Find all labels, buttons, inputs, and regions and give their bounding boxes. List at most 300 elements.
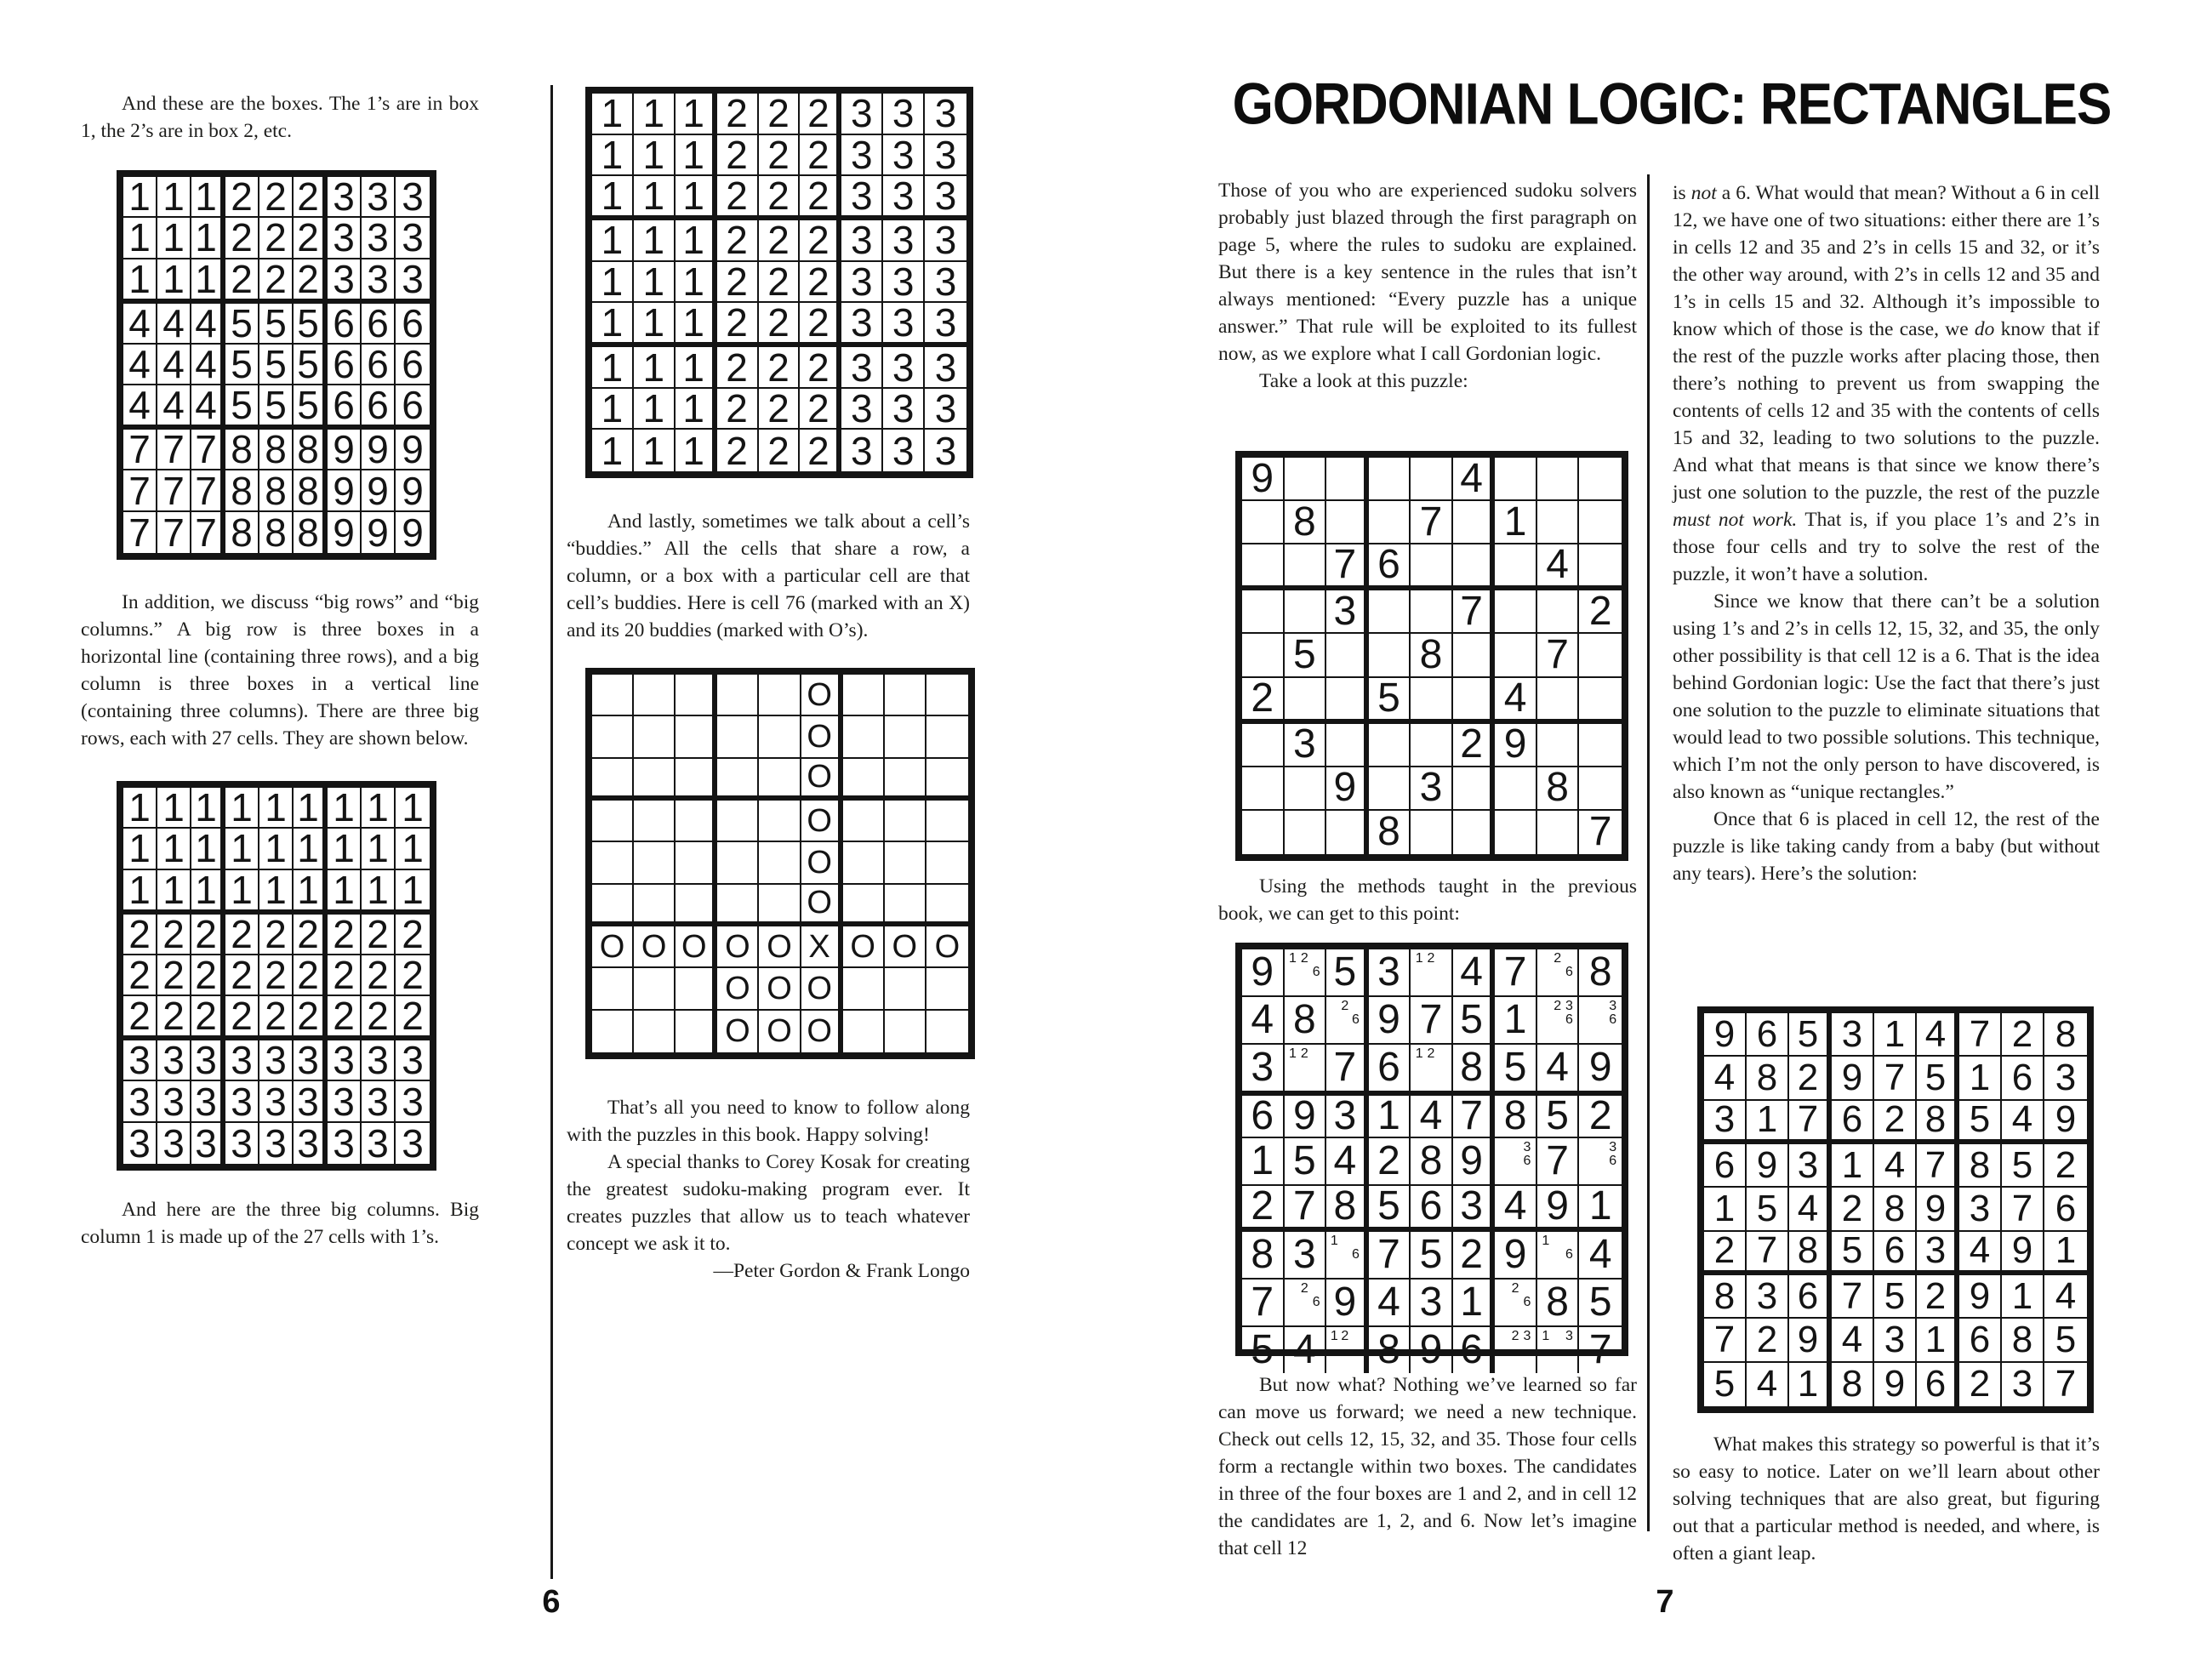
sudoku-cell: 7 <box>1874 1057 1917 1100</box>
sudoku-cell: 9 <box>2002 1232 2044 1275</box>
candidate-digit: 6 <box>1565 1012 1573 1027</box>
sudoku-cell: 8 <box>1285 997 1327 1045</box>
candidate-digit: 3 <box>1609 999 1617 1013</box>
sudoku-cell <box>1537 811 1580 854</box>
sudoku-cell <box>843 675 885 716</box>
sudoku-cell <box>1326 634 1369 677</box>
sudoku-cell: 4 <box>1411 1096 1453 1138</box>
sudoku-cell: 7 <box>1326 1045 1369 1096</box>
sudoku-cell <box>634 801 676 842</box>
sudoku-cell <box>1326 1232 1369 1280</box>
sudoku-cell: 3 <box>1242 1045 1285 1096</box>
sudoku-cell: 5 <box>225 345 259 385</box>
sudoku-cell: 1 <box>157 218 191 259</box>
sudoku-cell <box>1411 544 1453 590</box>
sudoku-cell <box>885 759 926 801</box>
sudoku-cell: 2 <box>759 347 801 389</box>
sudoku-cell: 3 <box>225 1040 259 1081</box>
sudoku-cell: 1 <box>676 430 717 471</box>
sudoku-cell <box>1242 590 1285 634</box>
sudoku-cell: 9 <box>328 512 362 553</box>
sudoku-cell <box>926 968 968 1010</box>
sudoku-cell <box>1285 590 1327 634</box>
sudoku-cell: 2 <box>225 177 259 218</box>
sudoku-cell <box>759 801 801 842</box>
sudoku-cell <box>676 716 717 758</box>
sudoku-cell: 1 <box>1495 997 1537 1045</box>
sudoku-cell <box>1242 724 1285 767</box>
sudoku-cell <box>1285 767 1327 811</box>
sudoku-cell: 7 <box>123 470 157 511</box>
paragraph-text: But now what? Nothing we’ve learned so far can move us forward; we need a new technique. Check out cells 12, 15, 32, and 35. Those four cells form a rectangle within two boxes. The candidates in three of the four boxes are 1 and 2, and in cell 12 the candidates are 1, 2, and 6. Now let’s imagine that cell 12 <box>1218 1374 1637 1559</box>
sudoku-cell <box>676 1011 717 1052</box>
sudoku-cell <box>1411 678 1453 724</box>
sudoku-cell <box>717 842 759 884</box>
sudoku-cell: 1 <box>123 829 157 869</box>
sudoku-cell: 4 <box>191 345 225 385</box>
sudoku-cell: 2 <box>123 955 157 996</box>
sudoku-cell: 7 <box>2002 1188 2044 1231</box>
sudoku-cell: 1 <box>294 829 328 869</box>
sudoku-cell: 3 <box>362 1040 396 1081</box>
sudoku-cell: 7 <box>1495 949 1537 997</box>
sudoku-cell: 3 <box>883 303 925 347</box>
candidate-digit: 6 <box>1609 1012 1617 1027</box>
sudoku-cell: 5 <box>1285 634 1327 677</box>
sudoku-cell <box>843 885 885 926</box>
sudoku-cell: 5 <box>1242 1327 1285 1373</box>
sudoku-cell: 1 <box>676 347 717 389</box>
sudoku-cell: 1 <box>191 788 225 829</box>
sudoku-cell: 6 <box>1874 1232 1917 1275</box>
sudoku-cell: 8 <box>225 430 259 470</box>
sudoku-cell: 1 <box>123 870 157 915</box>
sudoku-cell: O <box>801 759 843 801</box>
sudoku-cell: 1 <box>1453 1280 1496 1327</box>
sudoku-cell: 8 <box>225 512 259 553</box>
sudoku-cell: 3 <box>362 1123 396 1164</box>
sudoku-cell <box>1495 634 1537 677</box>
paragraph-text: A special thanks to Corey Kosak for creating the greatest sudoku-making program ever. It creates puzzles that allow us to teach whatever concept we ask it to. <box>567 1151 970 1255</box>
candidate-digit: 1 <box>1330 1234 1338 1248</box>
sudoku-cell: 1 <box>1917 1319 1959 1362</box>
sudoku-cell: O <box>801 801 843 842</box>
sudoku-cell: 3 <box>1704 1101 1747 1144</box>
sudoku-cell: 7 <box>191 512 225 553</box>
candidate-digit: 3 <box>1565 999 1573 1013</box>
paragraph-text: And lastly, sometimes we talk about a cell’s “buddies.” All the cells that share a row, a column, or a box with a particular cell are that cell’s buddies. Here is cell 76 (marked with an X) and its 20 buddies (marked with O’s). <box>567 510 970 641</box>
sudoku-cell <box>885 842 926 884</box>
sudoku-cell: 3 <box>259 1040 294 1081</box>
sudoku-cell: 3 <box>191 1081 225 1122</box>
sudoku-cell <box>1369 501 1411 544</box>
sudoku-cell: 2 <box>717 176 759 220</box>
sudoku-cell: 3 <box>328 259 362 304</box>
sudoku-cell: 7 <box>1453 1096 1496 1138</box>
sudoku-cell: 2 <box>1242 1186 1285 1232</box>
sudoku-cell <box>759 759 801 801</box>
sudoku-cell <box>1453 811 1496 854</box>
sudoku-cell <box>634 842 676 884</box>
sudoku-cell: 3 <box>925 220 966 262</box>
sudoku-cell: 2 <box>396 915 430 955</box>
big-rows-paragraph <box>81 589 479 752</box>
solution-grid <box>1697 1006 2094 1413</box>
sudoku-cell <box>1537 724 1580 767</box>
sudoku-cell <box>759 842 801 884</box>
sudoku-cell: 2 <box>2002 1013 2044 1057</box>
sudoku-cell: 4 <box>2044 1275 2087 1319</box>
sudoku-cell <box>592 759 634 801</box>
paragraph-text: Take a look at this puzzle: <box>1259 370 1468 392</box>
sudoku-cell: 4 <box>1285 1327 1327 1373</box>
example-puzzle-grid <box>1235 451 1628 861</box>
sudoku-cell: 8 <box>259 512 294 553</box>
intro-paragraphs <box>1218 177 1637 395</box>
sudoku-cell: 1 <box>1495 501 1537 544</box>
sudoku-cell <box>1326 724 1369 767</box>
sudoku-cell <box>1579 767 1622 811</box>
sudoku-cell: 8 <box>1747 1057 1789 1100</box>
sudoku-cell: 2 <box>1874 1101 1917 1144</box>
sudoku-cell: 8 <box>1537 1280 1580 1327</box>
sudoku-cell: O <box>801 968 843 1010</box>
sudoku-cell: 6 <box>1747 1013 1789 1057</box>
sudoku-cell: 1 <box>592 176 634 220</box>
sudoku-cell: 9 <box>362 430 396 470</box>
sudoku-cell <box>634 968 676 1010</box>
sudoku-cell: 2 <box>759 430 801 471</box>
sudoku-cell <box>1285 1045 1327 1096</box>
sudoku-cell: 3 <box>1369 949 1411 997</box>
sudoku-cell: 3 <box>1285 724 1327 767</box>
sudoku-cell <box>1495 458 1537 501</box>
sudoku-cell: 4 <box>1917 1013 1959 1057</box>
sudoku-cell <box>1369 724 1411 767</box>
sudoku-cell: 3 <box>294 1081 328 1122</box>
sudoku-cell: 8 <box>1495 1096 1537 1138</box>
sudoku-cell <box>1411 724 1453 767</box>
paragraph-text: Using the methods taught in the previous book, we can get to this point: <box>1218 875 1637 925</box>
sudoku-cell <box>1242 544 1285 590</box>
sudoku-cell: 5 <box>1704 1363 1747 1406</box>
sudoku-cell <box>843 759 885 801</box>
sudoku-cell: O <box>717 926 759 968</box>
sudoku-cell <box>926 716 968 758</box>
sudoku-cell: 7 <box>1588 809 1612 855</box>
sudoku-cell: 8 <box>1369 1327 1411 1373</box>
sudoku-cell: 1 <box>592 389 634 430</box>
sudoku-cell <box>843 801 885 842</box>
sudoku-cell: O <box>634 926 676 968</box>
sudoku-cell <box>1285 1280 1327 1327</box>
sudoku-cell: 3 <box>1959 1188 2002 1231</box>
sudoku-cell: 9 <box>1369 997 1411 1045</box>
sudoku-cell: 2 <box>259 915 294 955</box>
sudoku-cell: 1 <box>592 430 634 471</box>
sudoku-cell: 3 <box>883 262 925 304</box>
candidate-digit: 6 <box>1565 1247 1573 1262</box>
sudoku-cell: 9 <box>1411 1327 1453 1373</box>
sudoku-cell: 7 <box>1832 1275 1874 1319</box>
sudoku-cell: 3 <box>1453 1186 1496 1232</box>
sudoku-cell: 3 <box>362 218 396 259</box>
sudoku-cell <box>1326 678 1369 724</box>
sudoku-cell: 2 <box>717 135 759 177</box>
sudoku-cell: 3 <box>328 177 362 218</box>
sudoku-cell: 1 <box>225 829 259 869</box>
sudoku-cell: 6 <box>328 304 362 345</box>
sudoku-cell <box>634 716 676 758</box>
sudoku-cell: 9 <box>1242 458 1285 501</box>
sudoku-cell: 4 <box>1579 1232 1622 1280</box>
sudoku-cell: 6 <box>1832 1101 1874 1144</box>
sudoku-cell: 3 <box>841 135 883 177</box>
sudoku-cell: 7 <box>191 430 225 470</box>
sudoku-cell: O <box>717 968 759 1010</box>
sudoku-cell: 2 <box>800 347 841 389</box>
sudoku-cell: 9 <box>328 470 362 511</box>
sudoku-cell: 2 <box>396 955 430 996</box>
sudoku-cell: 3 <box>396 177 430 218</box>
sudoku-cell: 2 <box>759 135 801 177</box>
pencil-marked-puzzle-grid <box>1235 943 1628 1372</box>
sudoku-cell: 5 <box>1369 1186 1411 1232</box>
sudoku-cell: 4 <box>123 345 157 385</box>
sudoku-cell: 1 <box>328 870 362 915</box>
sudoku-cell <box>1495 811 1537 854</box>
sudoku-cell: 2 <box>157 996 191 1040</box>
sudoku-cell <box>1411 949 1453 997</box>
sudoku-cell: 3 <box>123 1123 157 1164</box>
candidate-digit: 3 <box>1609 1140 1617 1154</box>
sudoku-cell <box>1411 458 1453 501</box>
sudoku-cell: 5 <box>1453 997 1496 1045</box>
candidate-digit: 6 <box>1565 965 1573 979</box>
sudoku-cell <box>759 716 801 758</box>
sudoku-cell: 2 <box>396 996 430 1040</box>
sudoku-cell: 7 <box>1789 1101 1832 1144</box>
sudoku-cell <box>1369 590 1411 634</box>
sudoku-cell: 5 <box>1747 1188 1789 1231</box>
candidate-digit: 6 <box>1523 1154 1531 1168</box>
sudoku-cell: 2 <box>259 996 294 1040</box>
sudoku-cell: 3 <box>294 1123 328 1164</box>
sudoku-cell <box>1453 544 1496 590</box>
paragraph-text: That’s all you need to know to follow along with the puzzles in this book. Happy solving! <box>567 1097 970 1146</box>
strategy-power-paragraph <box>1673 1431 2100 1567</box>
sudoku-cell <box>843 1011 885 1052</box>
sudoku-cell <box>1411 811 1453 854</box>
sudoku-cell: 1 <box>294 788 328 829</box>
sudoku-cell: 2 <box>717 94 759 135</box>
sudoku-cell: 2 <box>1789 1057 1832 1100</box>
sudoku-cell: 3 <box>925 303 966 347</box>
big-columns-diagram-grid <box>585 87 973 478</box>
paragraph-text: In addition, we discuss “big rows” and “big columns.” A big row is three boxes in a horizontal line (containing three rows), and a big column is three boxes in a vertical line (containing three columns). There are three big rows, each with 27 cells. They are shown below. <box>81 591 479 750</box>
sudoku-cell: 9 <box>402 510 424 555</box>
sudoku-cell: 2 <box>362 996 396 1040</box>
sudoku-cell: 2 <box>759 176 801 220</box>
sudoku-cell: 2 <box>800 389 841 430</box>
sudoku-cell: 3 <box>396 218 430 259</box>
sudoku-cell: 3 <box>841 176 883 220</box>
candidate-digit: 3 <box>1523 1140 1531 1154</box>
sudoku-cell: 7 <box>1453 590 1496 634</box>
sudoku-cell: 6 <box>328 385 362 430</box>
candidate-digit: 6 <box>1312 965 1320 979</box>
sudoku-cell: 9 <box>1285 1096 1327 1138</box>
sudoku-cell: 1 <box>676 303 717 347</box>
sudoku-cell: 1 <box>634 389 676 430</box>
sudoku-cell: 4 <box>1832 1319 1874 1362</box>
sudoku-cell: O <box>801 1011 843 1052</box>
sudoku-cell: 1 <box>294 870 328 915</box>
sudoku-cell: 3 <box>328 1081 362 1122</box>
sudoku-cell <box>926 885 968 926</box>
sudoku-cell: 8 <box>259 470 294 511</box>
sudoku-cell: 2 <box>1453 1232 1496 1280</box>
sudoku-cell: 1 <box>1832 1144 1874 1188</box>
sudoku-cell <box>676 968 717 1010</box>
candidate-digit: 1 <box>1415 951 1423 966</box>
sudoku-cell: 3 <box>1789 1144 1832 1188</box>
sudoku-cell: 2 <box>294 177 328 218</box>
sudoku-cell: 5 <box>1411 1232 1453 1280</box>
sudoku-cell: 3 <box>925 94 966 135</box>
sudoku-cell: 3 <box>841 430 883 471</box>
sudoku-cell: 8 <box>1704 1275 1747 1319</box>
sudoku-cell: 1 <box>1747 1101 1789 1144</box>
sudoku-cell: 5 <box>1832 1232 1874 1275</box>
sudoku-cell: 2 <box>1704 1232 1747 1275</box>
sudoku-cell <box>1285 544 1327 590</box>
candidate-digit: 2 <box>1341 999 1349 1013</box>
sudoku-cell: 2 <box>157 955 191 996</box>
sudoku-cell <box>1242 811 1285 854</box>
sudoku-cell: 3 <box>883 389 925 430</box>
sudoku-cell: 8 <box>1242 1232 1285 1280</box>
sudoku-cell: 6 <box>362 385 396 430</box>
sudoku-cell: 4 <box>1537 1045 1580 1096</box>
sudoku-cell: 1 <box>362 870 396 915</box>
candidate-digit: 6 <box>1312 1295 1320 1309</box>
candidate-digit: 1 <box>1289 951 1297 966</box>
sudoku-cell <box>1537 590 1580 634</box>
sudoku-cell: 7 <box>1917 1144 1959 1188</box>
sudoku-cell: 1 <box>676 389 717 430</box>
sudoku-cell: 1 <box>191 870 225 915</box>
sudoku-cell: 3 <box>841 220 883 262</box>
sudoku-cell: 2 <box>759 262 801 304</box>
sudoku-cell: 4 <box>157 385 191 430</box>
sudoku-cell: 4 <box>191 304 225 345</box>
sudoku-cell: 2 <box>759 220 801 262</box>
sudoku-cell: 3 <box>2044 1057 2087 1100</box>
sudoku-cell: 7 <box>157 430 191 470</box>
sudoku-cell: 1 <box>259 829 294 869</box>
sudoku-cell: 3 <box>157 1040 191 1081</box>
sudoku-cell: 8 <box>2044 1013 2087 1057</box>
sudoku-cell: 1 <box>1704 1188 1747 1231</box>
sudoku-cell: 2 <box>1959 1363 2002 1406</box>
sudoku-cell <box>1537 458 1580 501</box>
paragraph-text: Once that 6 is placed in cell 12, the rest of the puzzle is like taking candy from a baby (but without any tears). Here’s the solution: <box>1673 808 2100 885</box>
sudoku-cell <box>1326 997 1369 1045</box>
sudoku-cell: O <box>801 842 843 884</box>
candidate-digit: 2 <box>1554 999 1562 1013</box>
sudoku-cell <box>843 716 885 758</box>
sudoku-cell: 8 <box>1874 1188 1917 1231</box>
sudoku-cell: 1 <box>592 303 634 347</box>
sudoku-cell <box>1326 1327 1369 1373</box>
sudoku-cell: 2 <box>294 955 328 996</box>
sudoku-cell: 7 <box>1537 1138 1580 1186</box>
candidate-digit: 2 <box>1300 951 1308 966</box>
sudoku-cell <box>1285 458 1327 501</box>
sudoku-cell <box>634 759 676 801</box>
sudoku-cell: 8 <box>1579 949 1622 997</box>
sudoku-cell: 4 <box>1747 1363 1789 1406</box>
sudoku-cell <box>926 1011 968 1052</box>
candidate-digit: 2 <box>1511 1281 1519 1296</box>
sudoku-cell: 3 <box>925 135 966 177</box>
sudoku-cell: 3 <box>157 1081 191 1122</box>
sudoku-cell: 4 <box>1537 544 1580 590</box>
sudoku-cell: 4 <box>1959 1232 2002 1275</box>
sudoku-cell: 9 <box>1495 724 1537 767</box>
sudoku-cell: 6 <box>396 385 430 430</box>
sudoku-cell: 1 <box>676 135 717 177</box>
closing-paragraphs <box>567 1094 970 1285</box>
sudoku-cell: 9 <box>396 470 430 511</box>
sudoku-cell: O <box>926 926 968 968</box>
sudoku-cell: 3 <box>883 176 925 220</box>
sudoku-cell: 9 <box>1917 1188 1959 1231</box>
candidate-digit: 6 <box>1523 1295 1531 1309</box>
sudoku-cell: 3 <box>191 1040 225 1081</box>
sudoku-cell: 4 <box>1453 458 1496 501</box>
sudoku-cell <box>885 1011 926 1052</box>
sudoku-cell: 9 <box>328 430 362 470</box>
but-now-what-paragraph <box>1218 1371 1637 1562</box>
sudoku-cell: 1 <box>225 788 259 829</box>
sudoku-cell: 3 <box>925 176 966 220</box>
sudoku-cell: 4 <box>2002 1101 2044 1144</box>
sudoku-cell: 2 <box>800 176 841 220</box>
sudoku-cell: O <box>759 1011 801 1052</box>
sudoku-cell: 3 <box>883 347 925 389</box>
sudoku-cell <box>885 716 926 758</box>
sudoku-cell: 5 <box>1789 1013 1832 1057</box>
sudoku-cell <box>1453 634 1496 677</box>
sudoku-cell: 7 <box>1411 997 1453 1045</box>
sudoku-cell: 2 <box>717 389 759 430</box>
sudoku-cell: 8 <box>294 430 328 470</box>
sudoku-cell: 5 <box>259 385 294 430</box>
sudoku-cell: 1 <box>634 347 676 389</box>
candidate-digit: 2 <box>1300 1046 1308 1061</box>
sudoku-cell: 4 <box>1789 1188 1832 1231</box>
sudoku-cell: 3 <box>1411 1280 1453 1327</box>
candidate-digit: 3 <box>1565 1329 1573 1343</box>
sudoku-cell <box>926 675 968 716</box>
sudoku-cell: 4 <box>1326 1138 1369 1186</box>
sudoku-cell: 3 <box>883 94 925 135</box>
candidate-digit: 3 <box>1523 1329 1531 1343</box>
sudoku-cell: 1 <box>157 829 191 869</box>
sudoku-cell: 2 <box>1242 678 1285 724</box>
